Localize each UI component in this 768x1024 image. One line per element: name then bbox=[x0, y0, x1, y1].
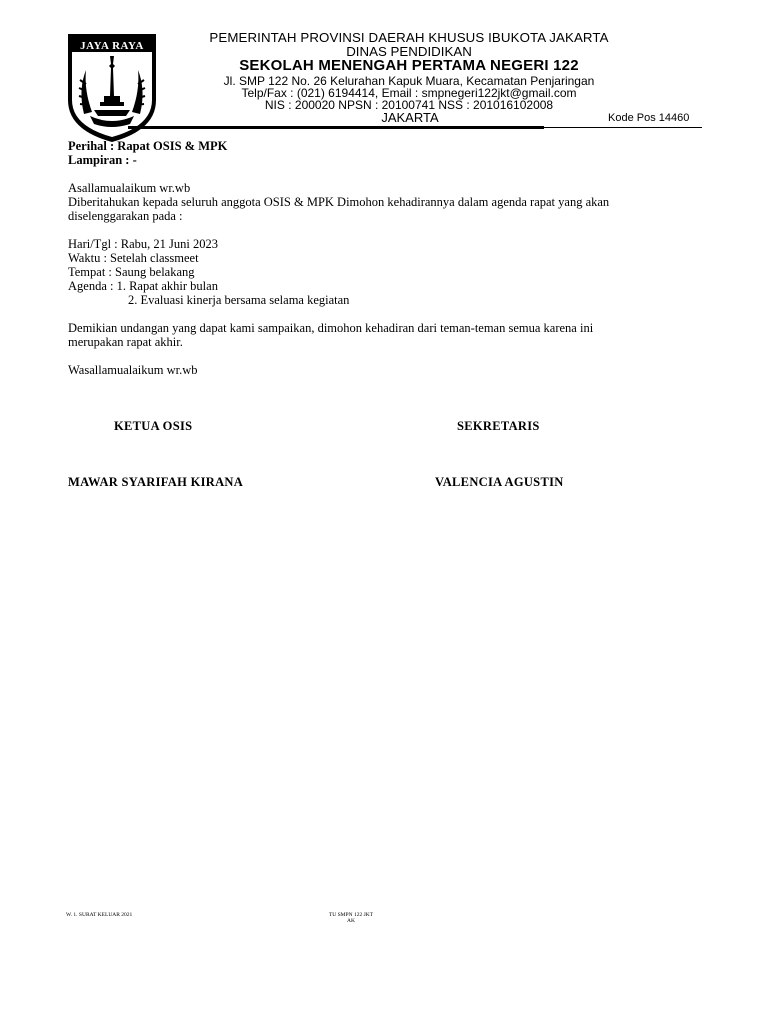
school-name: SEKOLAH MENENGAH PERTAMA NEGERI 122 bbox=[239, 57, 579, 74]
letter-attachment: Lampiran : - bbox=[68, 153, 137, 167]
meeting-time: Waktu : Setelah classmeet bbox=[68, 251, 199, 265]
letterhead-divider bbox=[128, 126, 544, 129]
meeting-date: Hari/Tgl : Rabu, 21 Juni 2023 bbox=[68, 237, 218, 251]
meeting-agenda-1: Agenda : 1. Rapat akhir bulan bbox=[68, 279, 218, 293]
signature-name-secretary: VALENCIA AGUSTIN bbox=[435, 475, 564, 489]
greeting: Asallamualaikum wr.wb bbox=[68, 181, 191, 195]
department-name: DINAS PENDIDIKAN bbox=[346, 44, 472, 59]
government-name: PEMERINTAH PROVINSI DAERAH KHUSUS IBUKOTA JAKARTA bbox=[209, 30, 609, 45]
logo-text: JAYA RAYA bbox=[80, 40, 144, 52]
farewell: Wasallamualaikum wr.wb bbox=[68, 363, 198, 377]
signature-name-chair: MAWAR SYARIFAH KIRANA bbox=[68, 475, 244, 489]
meeting-agenda-2: 2. Evaluasi kinerja bersama selama kegiatan bbox=[128, 293, 350, 307]
meeting-place: Tempat : Saung belakang bbox=[68, 265, 195, 279]
school-ids: NIS : 200020 NPSN : 20100741 NSS : 201016102008 bbox=[264, 98, 554, 112]
letterhead-divider-thin bbox=[544, 127, 702, 128]
intro-line-1: Diberitahukan kepada seluruh anggota OSIS & MPK Dimohon kehadirannya dalam agenda rapat yang akan bbox=[68, 195, 610, 209]
intro-line-2: diselenggarakan pada : bbox=[68, 209, 183, 223]
school-city: JAKARTA bbox=[381, 110, 439, 125]
footer-office-code bbox=[326, 912, 376, 924]
school-contact: Telp/Fax : (021) 6194414, Email : smpnegeri122jkt@gmail.com bbox=[241, 86, 577, 100]
footer-document-code: W. 1. SURAT KELUAR 2021 bbox=[66, 912, 133, 918]
signature-title-secretary: SEKRETARIS bbox=[457, 419, 540, 433]
school-address: Jl. SMP 122 No. 26 Kelurahan Kapuk Muara, Kecamatan Penjaringan bbox=[223, 74, 595, 88]
letter-subject: Perihal : Rapat OSIS & MPK bbox=[68, 139, 228, 153]
postal-code: Kode Pos 14460 bbox=[608, 112, 690, 124]
closing-line-2: merupakan rapat akhir. bbox=[68, 335, 183, 349]
closing-line-1: Demikian undangan yang dapat kami sampaikan, dimohon kehadiran dari teman-teman semua karena ini bbox=[68, 321, 594, 335]
signature-title-chair: KETUA OSIS bbox=[114, 419, 193, 433]
footer-office-line-2: AK bbox=[347, 918, 355, 924]
footer-office-line-1: TU SMPN 122 JKT bbox=[328, 912, 374, 918]
